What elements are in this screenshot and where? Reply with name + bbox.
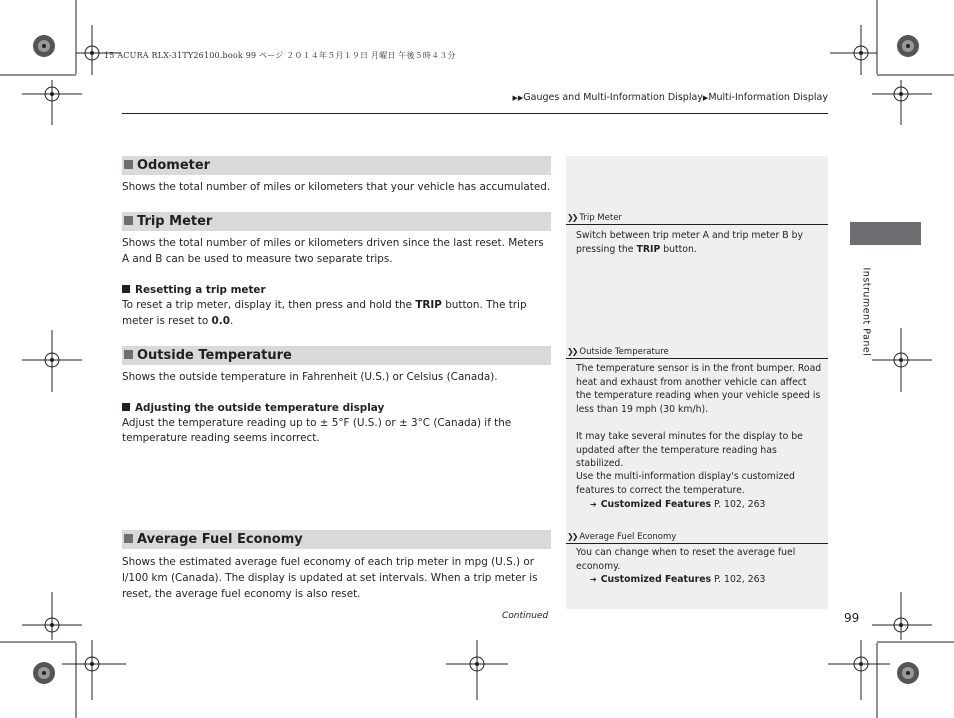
chapter-tab: [850, 222, 921, 245]
square-bullet-icon: [124, 160, 133, 169]
reset-value: 0.0: [211, 315, 230, 327]
note-outside-temperature-ref[interactable]: ➔ Customized Features P. 102, 263: [590, 499, 766, 510]
trip-meter-body: Shows the total number of miles or kilometers driven since the last reset. Meters A and B can be used to measure two separate trips.: [122, 237, 544, 265]
header-rule: [122, 113, 828, 114]
breadcrumb-part-2[interactable]: Multi-Information Display: [708, 92, 828, 103]
square-bullet-icon: [122, 403, 130, 411]
adjusting-temperature-body: Adjust the temperature reading up to ± 5°F (U.S.) or ± 3°C (Canada) if the temperature reading seems incorrect.: [122, 417, 512, 444]
subheading-resetting-trip-meter: Resetting a trip meter: [122, 283, 266, 297]
odometer-body: Shows the total number of miles or kilometers that your vehicle has accumulated.: [122, 181, 551, 193]
note-average-fuel-economy-ref[interactable]: ➔ Customized Features P. 102, 263: [590, 574, 766, 585]
note-outside-temperature-para3: Use the multi-information display's customized features to correct the temperature.: [576, 471, 795, 496]
section-heading-outside-temperature: Outside Temperature: [122, 346, 551, 365]
average-fuel-economy-body: Shows the estimated average fuel economy of each trip meter in mpg (U.S.) or l/100 km (Canada). The display is updated at set intervals. When a trip meter is reset, the average fuel economy is also reset.: [122, 556, 538, 600]
note-icon: ❯❯: [567, 213, 577, 222]
print-info: 15 ACURA RLX-31TY26100.book 99 ページ ２０１４年５月１９日 月曜日 午後５時４３分: [104, 51, 456, 60]
section-heading-trip-meter: Trip Meter: [122, 212, 551, 231]
section-heading-odometer: Odometer: [122, 156, 551, 175]
page-number: 99: [844, 611, 860, 625]
note-outside-temperature-para1: The temperature sensor is in the front bumper. Road heat and exhaust from another vehicle can affect the temperature reading when your vehicle speed is less than 19 mph (30 km/h).: [576, 363, 822, 415]
reference-arrow-icon: ➔: [590, 500, 597, 509]
note-heading-outside-temperature: ❯❯ Outside Temperature: [566, 345, 828, 359]
note-average-fuel-economy-text: You can change when to reset the average fuel economy.: [576, 547, 796, 572]
breadcrumb-part-1[interactable]: Gauges and Multi-Information Display: [523, 92, 703, 103]
ref-customized-features: Customized Features: [600, 574, 712, 585]
chapter-tab-label: Instrument Panel: [860, 267, 872, 357]
note-outside-temperature-para2: It may take several minutes for the display to be updated after the temperature reading has stabilized.: [576, 431, 803, 470]
outside-temperature-body: Shows the outside temperature in Fahrenheit (U.S.) or Celsius (Canada).: [122, 371, 498, 383]
square-bullet-icon: [124, 216, 133, 225]
note-icon: ❯❯: [567, 532, 577, 541]
note-heading-average-fuel-economy: ❯❯ Average Fuel Economy: [566, 530, 828, 544]
square-bullet-icon: [124, 534, 133, 543]
reference-arrow-icon: ➔: [590, 575, 597, 584]
note-heading-trip-meter: ❯❯ Trip Meter: [566, 211, 828, 225]
square-bullet-icon: [122, 285, 130, 293]
trip-button-label: TRIP: [415, 299, 442, 311]
square-bullet-icon: [124, 350, 133, 359]
breadcrumb-arrow-icon: ▶: [702, 94, 709, 102]
note-trip-meter-text: Switch between trip meter A and trip meter B by pressing the TRIP button.: [576, 230, 803, 255]
breadcrumb: [513, 92, 828, 103]
ref-customized-features: Customized Features: [600, 499, 712, 510]
note-icon: ❯❯: [567, 347, 577, 356]
continued-label: Continued: [502, 611, 549, 621]
breadcrumb-arrow-icon: ▶▶: [512, 94, 524, 102]
section-heading-average-fuel-economy: Average Fuel Economy: [122, 530, 551, 549]
resetting-trip-meter-body: To reset a trip meter, display it, then press and hold the TRIP button. The trip meter is reset to 0.0.: [122, 299, 527, 327]
subheading-adjusting-temperature: Adjusting the outside temperature display: [122, 401, 384, 415]
